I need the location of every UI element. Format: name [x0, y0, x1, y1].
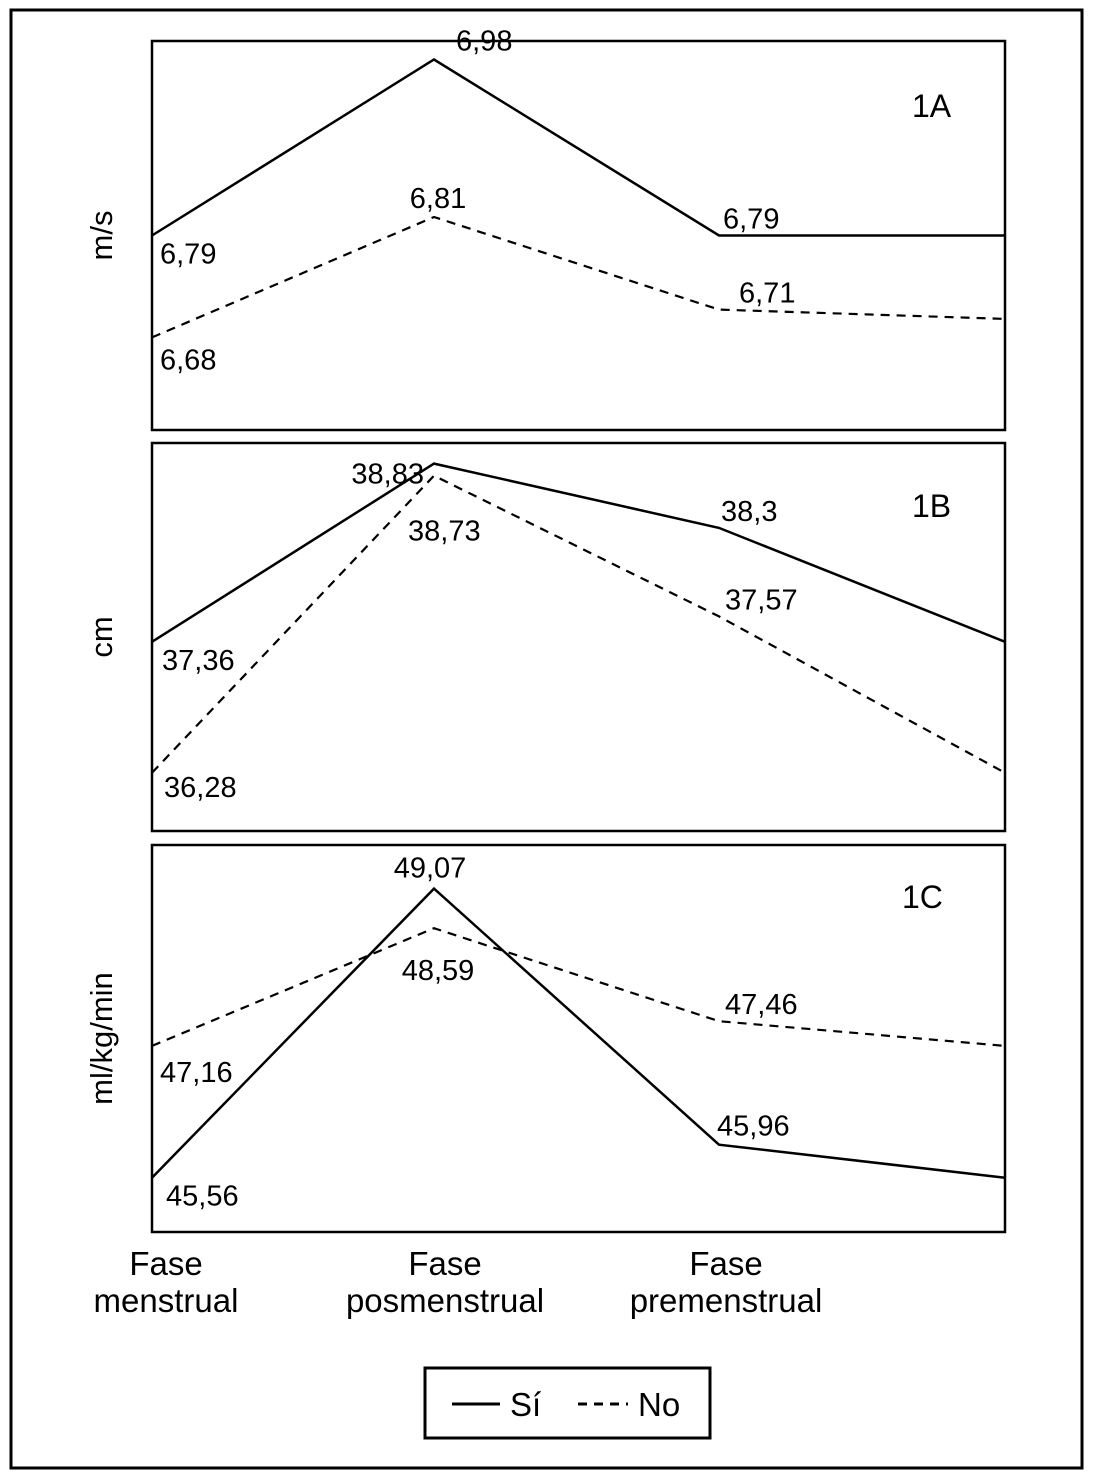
data-label-si-1c-0: 45,56: [166, 1180, 239, 1213]
panel-1a: [84, 26, 1005, 431]
data-label-no-1a-2: 6,71: [739, 277, 796, 310]
data-label-no-1c-2: 47,46: [725, 989, 798, 1022]
data-label-no-1a-0: 6,68: [160, 344, 217, 377]
x-tick-label-menstrual-line2: menstrual: [93, 1282, 239, 1319]
data-label-si-1b-1: 38,83: [351, 458, 424, 491]
panel-tag-1c: 1C: [902, 879, 943, 915]
panel-1c-frame: [152, 845, 1005, 1232]
data-label-si-1a-1: 6,98: [456, 25, 513, 58]
data-label-no-1b-0: 36,28: [164, 771, 237, 804]
data-label-no-1a-1: 6,81: [409, 183, 467, 215]
legend-label-no: No: [638, 1386, 681, 1423]
data-label-no-1b-2: 37,57: [725, 584, 798, 617]
x-tick-label-posmenstrual-line1: Fase: [408, 1245, 482, 1282]
panel-tag-1a: 1A: [912, 88, 952, 124]
legend: [425, 1368, 710, 1438]
series-line-si-1c: [152, 889, 1005, 1178]
y-axis-label-1b: cm: [84, 616, 119, 658]
series-line-no-1c: [152, 928, 1005, 1046]
series-line-si-1b: [152, 464, 1005, 642]
panel-1b: [84, 443, 1005, 831]
data-label-si-1b-0: 37,36: [162, 644, 235, 677]
y-axis-label-1c: ml/kg/min: [84, 972, 119, 1105]
data-label-si-1a-0: 6,79: [160, 238, 217, 271]
data-label-no-1c-0: 47,16: [160, 1056, 233, 1089]
data-label-no-1b-1: 38,73: [408, 515, 481, 548]
panel-1b-frame: [152, 443, 1005, 831]
legend-label-si: Sí: [510, 1386, 542, 1423]
x-category-labels: [94, 1245, 823, 1319]
data-label-no-1c-1: 48,59: [401, 955, 475, 988]
data-label-si-1b-2: 38,3: [721, 495, 778, 528]
y-axis-label-1a: m/s: [84, 210, 119, 261]
panels: [84, 26, 1005, 1233]
x-tick-label-menstrual-line1: Fase: [129, 1245, 203, 1282]
data-label-si-1c-1: 49,07: [393, 852, 467, 885]
x-tick-label-posmenstrual-line2: posmenstrual: [345, 1282, 545, 1319]
data-label-si-1c-2: 45,96: [717, 1110, 790, 1143]
x-tick-label-premenstrual-line2: premenstrual: [629, 1282, 823, 1319]
panel-1c: [84, 845, 1005, 1232]
data-label-si-1a-2: 6,79: [723, 203, 780, 236]
x-tick-label-premenstrual-line1: Fase: [689, 1245, 763, 1282]
series-line-no-1b: [152, 476, 1005, 773]
panel-tag-1b: 1B: [912, 488, 952, 524]
series-line-si-1a: [152, 60, 1005, 236]
